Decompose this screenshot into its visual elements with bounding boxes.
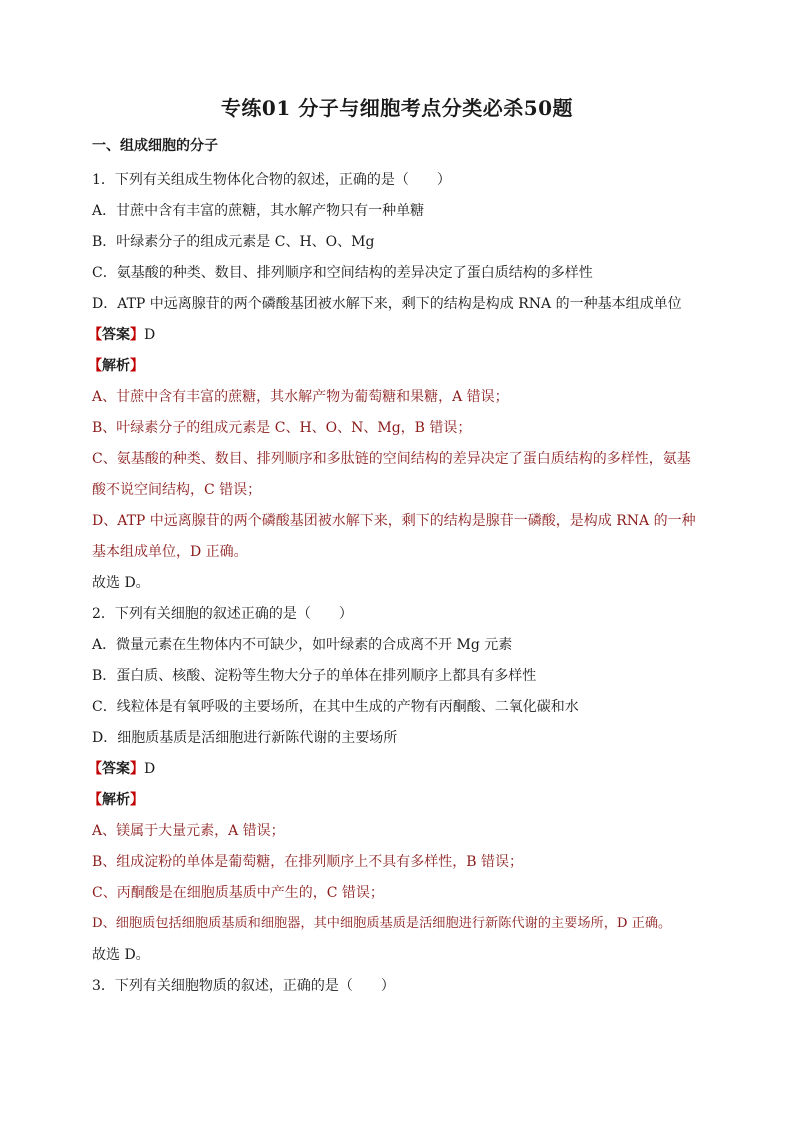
answer-bracket-close: 】 xyxy=(130,327,144,343)
answer-bracket-open: 【 xyxy=(88,761,102,777)
question-2-answer xyxy=(88,759,155,779)
analysis-bracket-close: 】 xyxy=(130,358,144,374)
question-2-stem: 2．下列有关细胞的叙述正确的是（ ） xyxy=(92,606,353,622)
question-2-option-d: D．细胞质基质是活细胞进行新陈代谢的主要场所 xyxy=(92,730,398,746)
analysis-bracket-close: 】 xyxy=(130,792,144,808)
page-title: 专练01 分子与细胞考点分类必杀50题 xyxy=(220,96,574,120)
question-1-stem: 1．下列有关组成生物体化合物的叙述，正确的是（ ） xyxy=(92,172,451,188)
question-2-explanation-b: B、组成淀粉的单体是葡萄糖，在排列顺序上不具有多样性，B 错误； xyxy=(92,854,524,870)
answer-label: 答案 xyxy=(102,327,130,343)
question-2-explanation-d: D、细胞质包括细胞质基质和细胞器，其中细胞质基质是活细胞进行新陈代谢的主要场所，D 正确。 xyxy=(92,916,672,931)
question-1-option-c: C．氨基酸的种类、数目、排列顺序和空间结构的差异决定了蛋白质结构的多样性 xyxy=(92,265,593,281)
question-1-option-a: A．甘蔗中含有丰富的蔗糖，其水解产物只有一种单糖 xyxy=(92,203,425,219)
question-1-answer xyxy=(88,325,155,345)
question-3-stem: 3．下列有关细胞物质的叙述，正确的是（ ） xyxy=(92,978,395,994)
question-1-explanation-c: C、氨基酸的种类、数目、排列顺序和多肽链的空间结构的差异决定了蛋白质结构的多样性，氨基酸不说空间结构，C 错误； xyxy=(92,451,691,498)
question-2-option-a: A．微量元素在生物体内不可缺少，如叶绿素的合成离不开 Mg 元素 xyxy=(92,637,513,653)
question-1-explanation-a: A、甘蔗中含有丰富的蔗糖，其水解产物为葡萄糖和果糖，A 错误； xyxy=(92,389,509,405)
question-2-conclusion: 故选 D。 xyxy=(92,947,150,963)
question-2-analysis-heading xyxy=(88,790,144,810)
question-1-conclusion: 故选 D。 xyxy=(92,575,150,591)
section-heading: 一、组成细胞的分子 xyxy=(92,138,218,154)
question-2-option-b: B．蛋白质、核酸、淀粉等生物大分子的单体在排列顺序上都具有多样性 xyxy=(92,668,537,684)
question-2-option-c: C．线粒体是有氧呼吸的主要场所，在其中生成的产物有丙酮酸、二氧化碳和水 xyxy=(92,699,579,715)
question-1-option-b: B．叶绿素分子的组成元素是 C、H、O、Mg xyxy=(92,234,375,250)
answer-bracket-open: 【 xyxy=(88,327,102,343)
answer-label: 答案 xyxy=(102,761,130,777)
answer-value: D xyxy=(144,761,156,777)
analysis-label: 解析 xyxy=(102,358,130,374)
question-1-explanation-d: D、ATP 中远离腺苷的两个磷酸基团被水解下来，剩下的结构是腺苷一磷酸，是构成 RNA 的一种基本组成单位，D 正确。 xyxy=(92,513,696,560)
analysis-bracket-open: 【 xyxy=(88,358,102,374)
analysis-bracket-open: 【 xyxy=(88,792,102,808)
answer-value: D xyxy=(144,327,156,343)
question-1-analysis-heading xyxy=(88,356,144,376)
question-2-explanation-c: C、丙酮酸是在细胞质基质中产生的，C 错误； xyxy=(92,885,384,901)
answer-bracket-close: 】 xyxy=(130,761,144,777)
analysis-label: 解析 xyxy=(102,792,130,808)
question-1-explanation-b: B、叶绿素分子的组成元素是 C、H、O、N、Mg，B 错误； xyxy=(92,420,472,436)
question-2-explanation-a: A、镁属于大量元素，A 错误； xyxy=(92,823,285,839)
question-1-option-d: D．ATP 中远离腺苷的两个磷酸基团被水解下来，剩下的结构是构成 RNA 的一种基本组成单位 xyxy=(92,296,682,312)
